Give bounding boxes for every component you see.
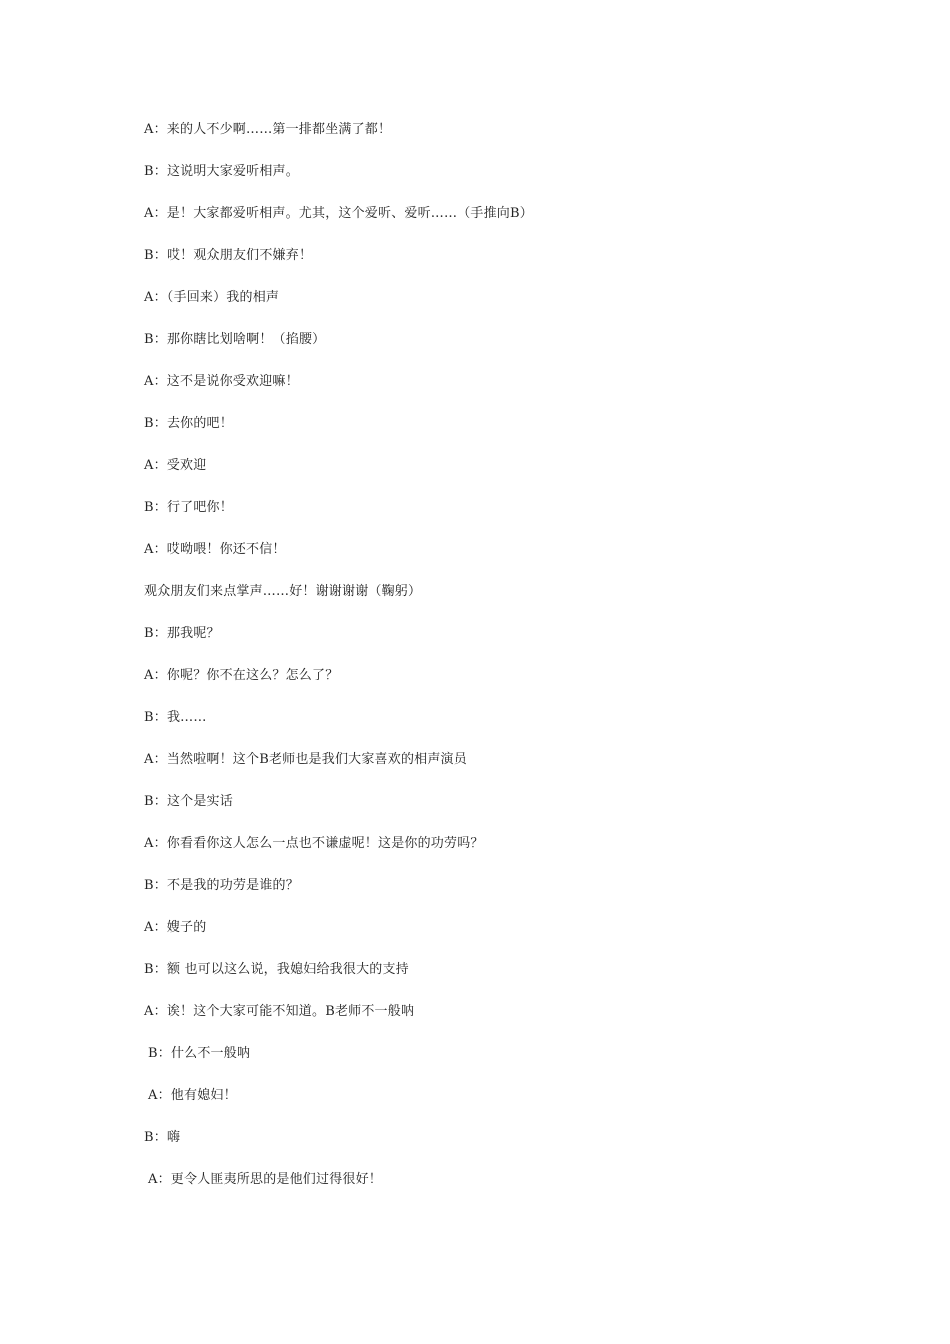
- dialogue-line: 观众朋友们来点掌声……好！谢谢谢谢（鞠躬）: [144, 584, 422, 599]
- dialogue-line: A：哎呦喂！你还不信！: [144, 542, 286, 557]
- dialogue-line: A：他有媳妇！: [148, 1088, 237, 1103]
- dialogue-line: B：什么不一般呐: [148, 1046, 251, 1061]
- dialogue-line: A：你呢？你不在这么？怎么了？: [144, 668, 339, 683]
- dialogue-line: B：额 也可以这么说，我媳妇给我很大的支持: [144, 962, 409, 977]
- dialogue-line: A：更令人匪夷所思的是他们过得很好！: [148, 1172, 382, 1187]
- dialogue-line: A：当然啦啊！这个B老师也是我们大家喜欢的相声演员: [144, 752, 467, 767]
- dialogue-line: B：这个是实话: [144, 794, 233, 809]
- dialogue-line: A：嫂子的: [144, 920, 207, 935]
- dialogue-line: A：诶！这个大家可能不知道。B老师不一般呐: [144, 1004, 415, 1019]
- dialogue-line: B：我……: [144, 710, 207, 725]
- dialogue-line: A：这不是说你受欢迎嘛！: [144, 374, 299, 389]
- dialogue-line: A：来的人不少啊……第一排都坐满了都！: [144, 122, 392, 137]
- dialogue-line: B：去你的吧！: [144, 416, 233, 431]
- dialogue-line: A：是！大家都爱听相声。尤其，这个爱听、爱听……（手推向B）: [144, 206, 533, 221]
- dialogue-line: A：（手回来）我的相声: [144, 290, 280, 305]
- dialogue-line: B：不是我的功劳是谁的？: [144, 878, 299, 893]
- dialogue-line: B：哎！观众朋友们不嫌弃！: [144, 248, 313, 263]
- dialogue-line: B：嗨: [144, 1130, 181, 1145]
- dialogue-line: A：你看看你这人怎么一点也不谦虚呢！这是你的功劳吗？: [144, 836, 484, 851]
- dialogue-script: [144, 121, 844, 1213]
- dialogue-line: B：这说明大家爱听相声。: [144, 164, 299, 179]
- dialogue-line: B：行了吧你！: [144, 500, 233, 515]
- dialogue-line: B：那我呢？: [144, 626, 220, 641]
- dialogue-line: B：那你瞎比划啥啊！（掐腰）: [144, 332, 326, 347]
- dialogue-line: A：受欢迎: [144, 458, 207, 473]
